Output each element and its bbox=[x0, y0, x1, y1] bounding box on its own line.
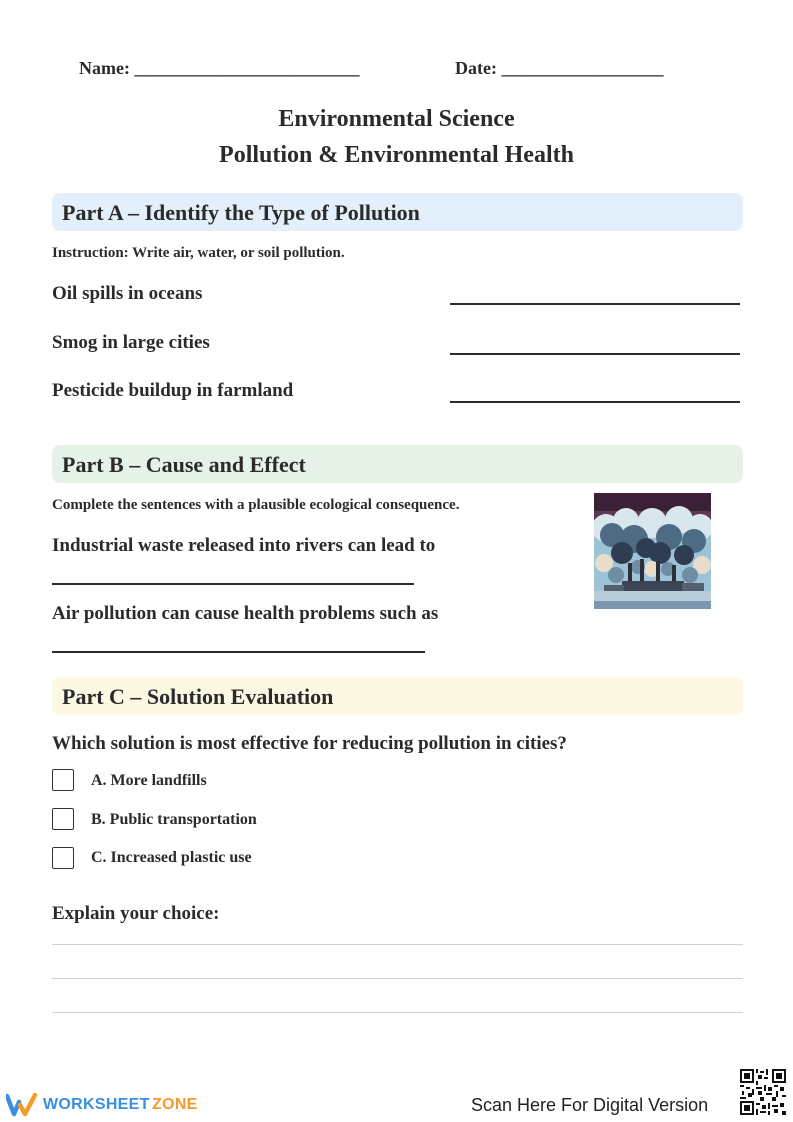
part-a-item-2: Smog in large cities bbox=[52, 332, 210, 353]
part-c-heading: Part C – Solution Evaluation bbox=[52, 677, 743, 715]
part-a-item-3: Pesticide buildup in farmland bbox=[52, 380, 294, 401]
part-c-question: Which solution is most effective for reducing pollution in cities? bbox=[52, 733, 567, 754]
logo-word-zone: ZONE bbox=[152, 1096, 198, 1113]
part-a-instruction: Instruction: Write air, water, or soil pollution. bbox=[52, 245, 345, 261]
explain-writing-line-1[interactable] bbox=[52, 944, 743, 945]
explain-writing-line-3[interactable] bbox=[52, 1012, 743, 1013]
factory-smoke-illustration bbox=[594, 493, 711, 609]
date-field-label: Date: __________________ bbox=[455, 58, 664, 78]
part-b-heading: Part B – Cause and Effect bbox=[52, 445, 743, 483]
part-a-item-1: Oil spills in oceans bbox=[52, 283, 203, 304]
option-c-label: C. Increased plastic use bbox=[91, 849, 252, 866]
option-b-checkbox[interactable] bbox=[52, 808, 74, 830]
option-b-label: B. Public transportation bbox=[91, 811, 257, 828]
worksheet-zone-logo-icon bbox=[6, 1093, 40, 1117]
part-b-answer-line-2[interactable] bbox=[52, 651, 425, 653]
part-b-answer-line-1[interactable] bbox=[52, 583, 414, 585]
explain-label: Explain your choice: bbox=[52, 903, 220, 924]
logo-word-worksheet: WORKSHEET bbox=[43, 1096, 150, 1113]
part-a-answer-line-2[interactable] bbox=[450, 353, 740, 355]
scan-digital-version-text: Scan Here For Digital Version bbox=[471, 1095, 709, 1115]
part-b-sentence-1: Industrial waste released into rivers can lead to bbox=[52, 535, 436, 556]
part-a-answer-line-3[interactable] bbox=[450, 401, 740, 403]
option-c-checkbox[interactable] bbox=[52, 847, 74, 869]
option-a-label: A. More landfills bbox=[91, 772, 207, 789]
name-field-label: Name: _________________________ bbox=[79, 58, 360, 78]
explain-writing-line-2[interactable] bbox=[52, 978, 743, 979]
worksheet-topic-title: Pollution & Environmental Health bbox=[219, 142, 574, 168]
option-a-checkbox[interactable] bbox=[52, 769, 74, 791]
part-a-heading: Part A – Identify the Type of Pollution bbox=[52, 193, 743, 231]
part-b-instruction: Complete the sentences with a plausible ecological consequence. bbox=[52, 497, 460, 513]
qr-code-icon[interactable] bbox=[740, 1069, 786, 1115]
part-b-sentence-2: Air pollution can cause health problems such as bbox=[52, 603, 439, 624]
part-a-answer-line-1[interactable] bbox=[450, 303, 740, 305]
worksheet-subject-title: Environmental Science bbox=[278, 106, 515, 132]
